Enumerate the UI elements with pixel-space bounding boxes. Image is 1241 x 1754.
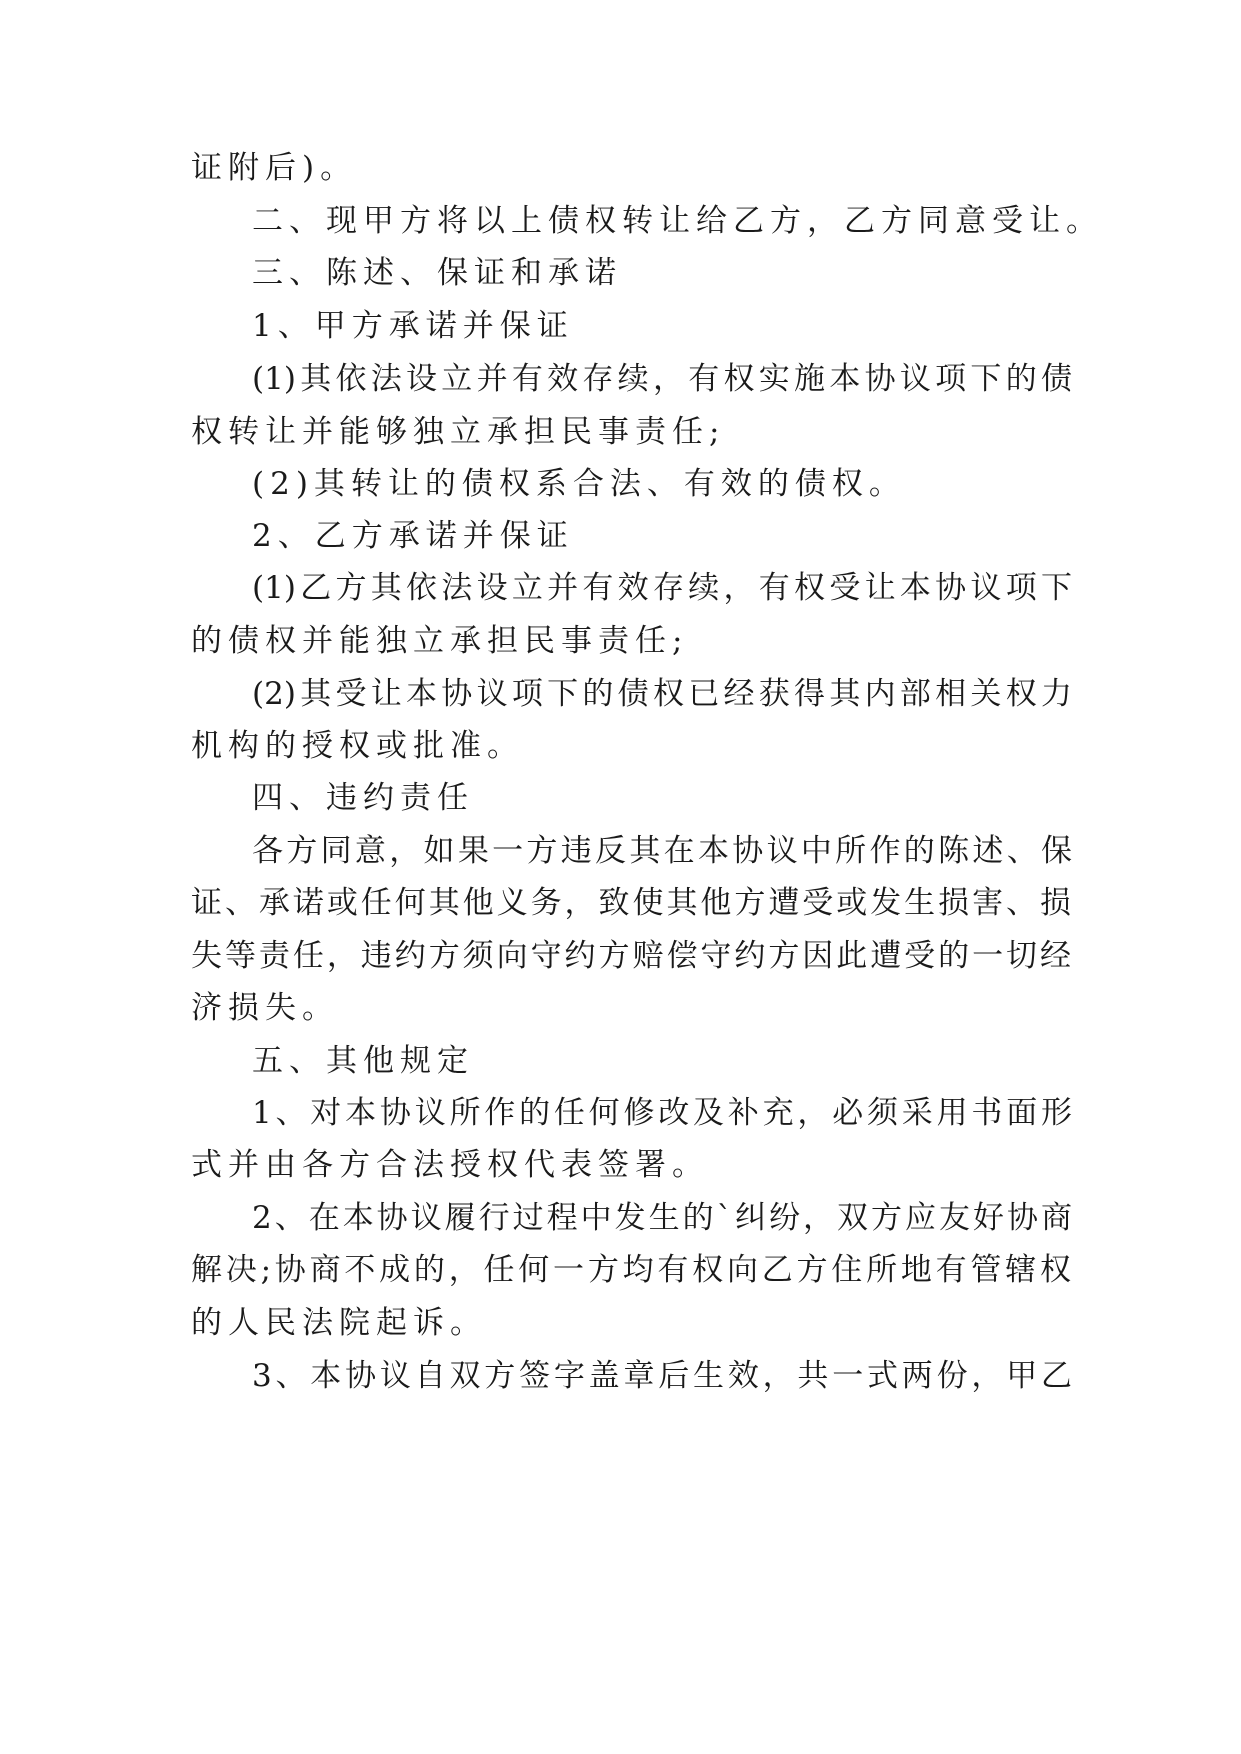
text-line-21: 2、在本协议履行过程中发生的`纠纷，双方应友好协商 [252,1200,1072,1236]
text-line-22: 解决;协商不成的，任何一方均有权向乙方住所地有管辖权 [191,1252,1071,1288]
text-line-17: 济损失。 [191,990,339,1026]
section-heading-18: 五、其他规定 [252,1043,474,1079]
text-line-23: 的人民法院起诉。 [191,1305,487,1341]
text-line-9: (1)乙方其依法设立并有效存续，有权受让本协议项下 [252,570,1072,606]
text-line-12: 机构的授权或批准。 [191,728,524,764]
text-line-10: 的债权并能独立承担民事责任; [191,623,689,659]
text-line-24: 3、本协议自双方签字盖章后生效，共一式两份，甲乙 [252,1358,1072,1394]
text-line-1: 证附后)。 [191,150,358,186]
text-line-16: 失等责任，违约方须向守约方赔偿守约方因此遭受的一切经 [191,938,1071,974]
text-line-15: 证、承诺或任何其他义务，致使其他方遭受或发生损害、损 [191,885,1071,921]
text-line-11: (2)其受让本协议项下的债权已经获得其内部相关权力 [252,676,1072,712]
text-line-20: 式并由各方合法授权代表签署。 [191,1147,709,1183]
text-line-5: (1)其依法设立并有效存续，有权实施本协议项下的债 [252,361,1072,397]
section-heading-13: 四、违约责任 [252,780,474,816]
section-heading-3: 三、陈述、保证和承诺 [252,255,622,291]
text-line-8: 2、乙方承诺并保证 [252,518,574,554]
text-line-4: 1、甲方承诺并保证 [252,308,574,344]
text-line-2: 二、现甲方将以上债权转让给乙方，乙方同意受让。 [252,203,1103,239]
text-line-6: 权转让并能够独立承担民事责任; [191,414,726,450]
text-line-7: (2)其转让的债权系合法、有效的债权。 [252,466,906,502]
text-line-14: 各方同意，如果一方违反其在本协议中所作的陈述、保 [252,833,1072,869]
text-line-19: 1、对本协议所作的任何修改及补充，必须采用书面形 [252,1095,1072,1131]
